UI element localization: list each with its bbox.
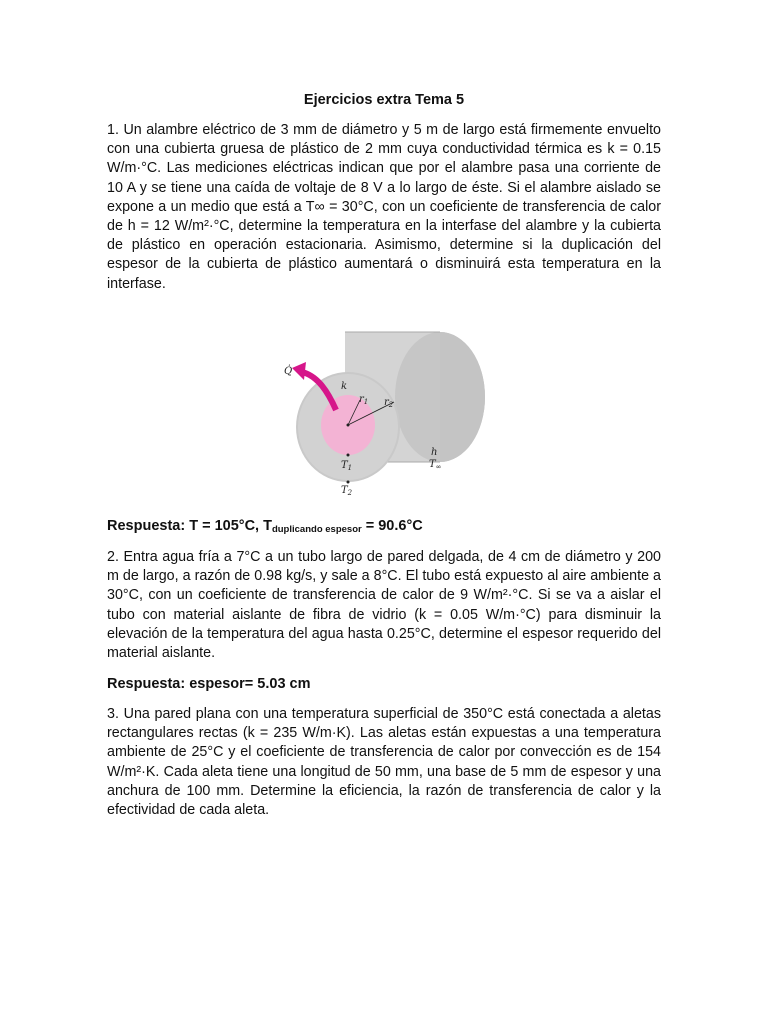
heat-flow-arrowhead bbox=[292, 362, 306, 380]
t2-label: $T_2$ bbox=[341, 485, 353, 497]
problem-2-answer: Respuesta: espesor= 5.03 cm bbox=[107, 676, 311, 692]
r2-label: $r_2$ bbox=[384, 397, 394, 409]
t2-point bbox=[347, 481, 350, 484]
q-dot-label: Q̇ bbox=[284, 366, 293, 377]
cylinder-figure bbox=[280, 312, 495, 502]
k-label: k bbox=[341, 381, 348, 392]
problem-2-text: 2. Entra agua fría a 7°C a un tubo largo de pared delgada, de 4 cm de diámetro y 200 m de largo, a razón de 0.98 kg/s, y sale a 8°C. El tubo está expuesto al aire ambiente a 30°C, con un coeficiente de transferencia de calor de 9 W/m²·°C. Si se va a aislar el tubo con material aislante de fibra de vidrio (k = 0.05 W/m·°C) para disminuir la elevación de la temperatura del agua hasta 0.25°C, determine el espesor requerido del material aislante. bbox=[107, 549, 661, 662]
t1-label: $T_1$ bbox=[341, 460, 353, 472]
h-label: h bbox=[431, 447, 438, 458]
t1-point bbox=[347, 454, 350, 457]
problem-3-text: 3. Una pared plana con una temperatura superficial de 350°C está conectada a aletas rectangulares rectas (k = 235 W/m·K). Las aletas están expuestas a una temperatura ambiente de 25°C y el coeficiente de transferencia de calor por convección es de 154 W/m²·K. Cada aleta tiene una longitud de 50 mm, una base de 5 mm de espesor y una anchura de 100 mm. Determine la eficiencia, la razón de transferencia de calor y la efectividad de cada aleta. bbox=[107, 706, 661, 819]
problem-1-answer: Respuesta: T = 105°C, $T_{duplicando espesor} = 90.6^\circ C$ bbox=[107, 518, 423, 535]
r1-label: $r_1$ bbox=[359, 394, 369, 406]
insulated-wire-diagram bbox=[280, 312, 495, 502]
tinf-label: $T_\infty$ bbox=[429, 459, 442, 471]
problem-1-text: 1. Un alambre eléctrico de 3 mm de diámetro y 5 m de largo está firmemente envuelto con una cubierta gruesa de plástico de 2 mm cuya conductividad térmica es k = 0.15 W/m·°C. Las mediciones eléctricas indican que por el alambre pasa una corriente de 10 A y se tiene una caída de voltaje de 8 V a lo largo de éste. Si el alambre aislado se expone a un medio que está a T∞ = 30°C, con un coeficiente de transferencia de calor de h = 12 W/m²·°C, determine la temperatura en la interfase del alambre y la cubierta de plástico en operación estacionaria. Asimismo, determine si la duplicación del espesor de la cubierta de plástico aumentará o disminuirá esta temperatura en la interfase. bbox=[107, 122, 661, 292]
document-title: Ejercicios extra Tema 5 bbox=[303, 92, 465, 108]
